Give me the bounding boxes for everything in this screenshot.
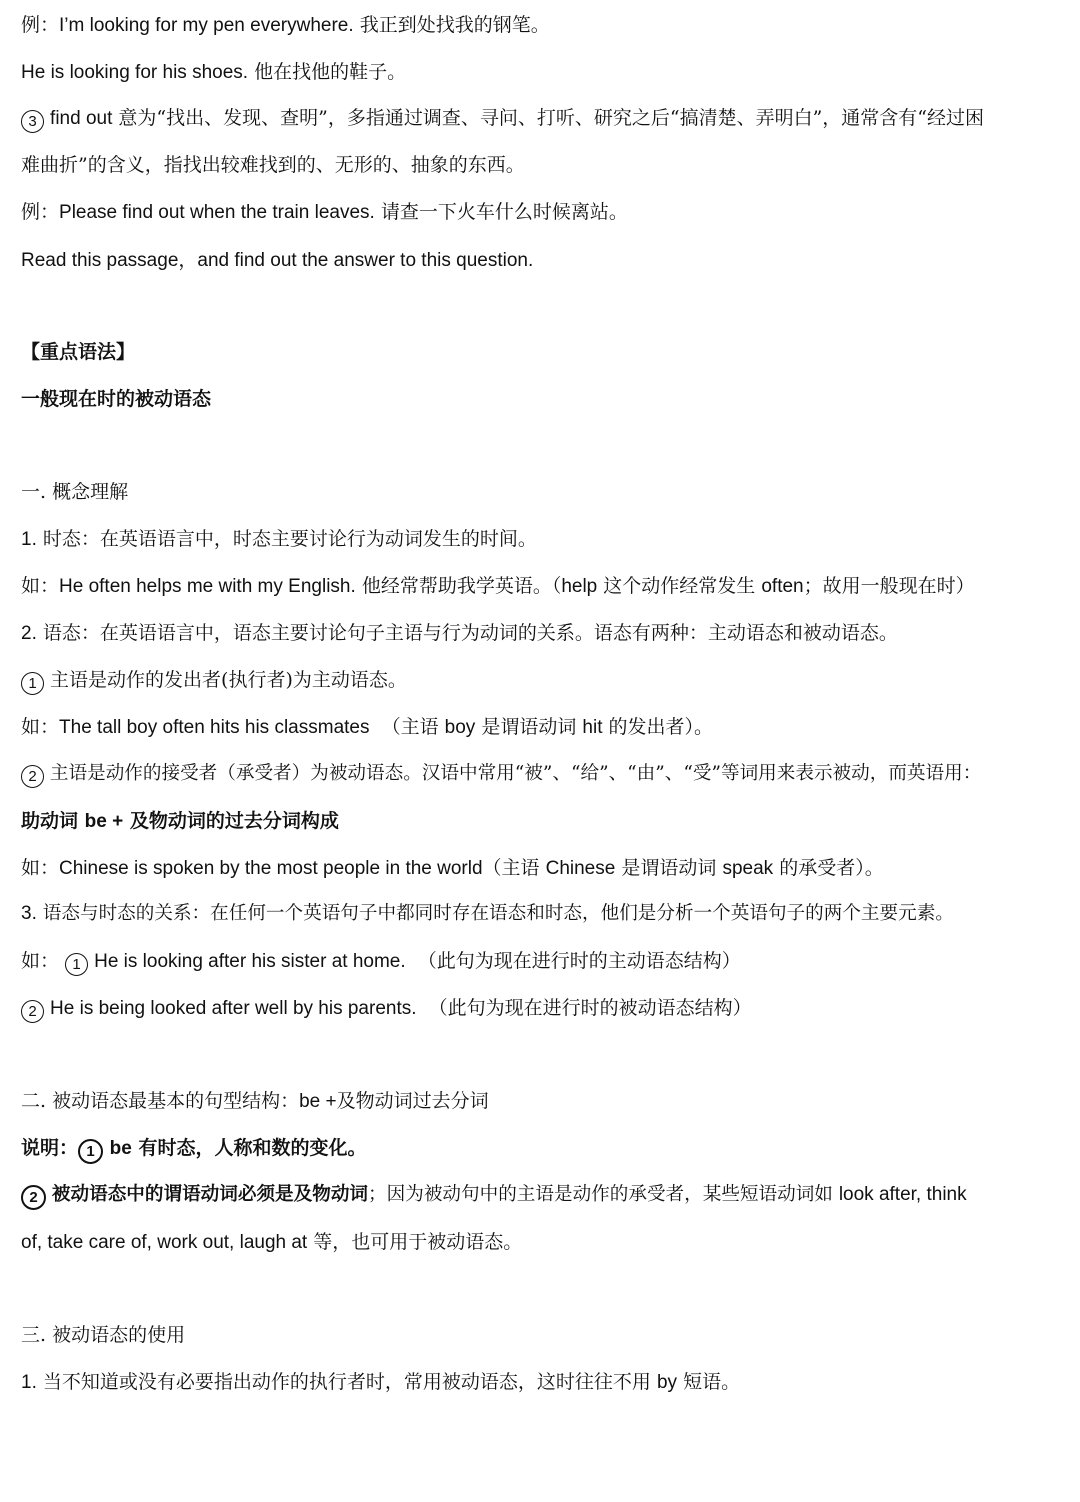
part2-note1 <box>21 1135 1068 1164</box>
part1-item1-example <box>21 573 1068 600</box>
example-line-passage <box>21 247 1068 274</box>
example-prefix: 例： <box>21 14 60 36</box>
example-chinese: 他在找他的鞋子。 <box>254 61 407 83</box>
example-english: Please find out when the train leaves. <box>59 202 375 223</box>
example-prefix: 如： <box>21 716 60 738</box>
item-number: 2. <box>21 623 37 644</box>
note-text: ；因为被动句中的主语是动作的承受者，某些短语动词如 <box>368 1184 833 1205</box>
term-find-out: find out <box>50 108 113 129</box>
topic-title <box>21 386 1068 412</box>
part1-item2a <box>21 667 1068 695</box>
note-term: look after, think <box>838 1184 967 1205</box>
find-out-definition <box>21 105 1068 133</box>
definition-text: 意为“找出、发现、查明”，多指通过调查、寻问、打听、研究之后“搞清楚、弄明白”，通常含有“经过困 <box>118 107 984 129</box>
section-heading <box>21 339 1068 365</box>
part1-item2 <box>21 620 1068 647</box>
part2-note2 <box>21 1182 1068 1210</box>
structure-text: 助动词 <box>21 810 79 832</box>
part3-heading-text: 三. 被动语态的使用 <box>21 1324 186 1346</box>
example-english: He is looking after his sister at home. <box>94 951 406 972</box>
part1-item3-example2 <box>21 995 1068 1023</box>
part1-item3 <box>21 901 1068 927</box>
note-label: 说明： <box>21 1137 79 1159</box>
example-chinese: 是谓语动词 <box>621 857 717 879</box>
example-prefix: 例： <box>21 201 60 223</box>
find-out-definition-cont <box>21 152 1068 178</box>
example-english: He is looking for his shoes. <box>21 62 249 83</box>
item-text: 主语是动作的接受者（承受者）为被动语态。汉语中常用“被”、“给”、“由”、“受”等词用来表示被动，而英语用： <box>49 763 982 784</box>
part3-item1 <box>21 1369 1068 1396</box>
item-text: 语态：在英语语言中，语态主要讨论句子主语与行为动词的关系。语态有两种：主动语态和被动语态。 <box>42 622 898 644</box>
circled-number-1: 1 <box>65 953 88 976</box>
example-english: He is being looked after well by his parents. <box>50 998 417 1019</box>
example-line-pen <box>21 12 1068 39</box>
part1-item2b-structure <box>21 808 1068 835</box>
part1-heading <box>21 479 1068 505</box>
circled-number-1: 1 <box>21 672 44 695</box>
example-prefix: 如： <box>21 857 60 879</box>
section-heading-text: 【重点语法】 <box>21 341 136 363</box>
example-chinese: 的承受者）。 <box>779 857 884 879</box>
item-number: 1. <box>21 1372 37 1393</box>
part1-item3-example1 <box>21 948 1068 976</box>
example-term: Chinese <box>545 858 616 879</box>
circled-number-3: 3 <box>21 110 44 133</box>
note-text: 有时态，人称和数的变化。 <box>138 1137 367 1159</box>
example-chinese: 这个动作经常发生 <box>603 575 756 597</box>
part3-heading <box>21 1322 1068 1348</box>
item-text: 当不知道或没有必要指出动作的执行者时，常用被动语态，这时往往不用 <box>42 1371 651 1393</box>
part2-heading-term: be + <box>299 1091 337 1112</box>
item-number: 3. <box>21 903 37 924</box>
example-prefix: 如： <box>21 950 60 972</box>
example-term: boy <box>444 717 476 738</box>
example-chinese: 他经常帮助我学英语。（ <box>361 575 562 597</box>
circled-number-2: 2 <box>21 765 44 788</box>
example-term: hit <box>582 717 603 738</box>
item-number: 1. <box>21 529 37 550</box>
part1-item1 <box>21 526 1068 553</box>
example-term: speak <box>722 858 774 879</box>
circled-number-2: 2 <box>21 1185 46 1210</box>
item-text: 语态与时态的关系：在任何一个英语句子中都同时存在语态和时态，他们是分析一个英语句子的两个主要元素。 <box>42 903 954 924</box>
part1-item2b <box>21 761 1068 788</box>
example-english: He often helps me with my English. <box>59 576 356 597</box>
structure-term: be + <box>84 811 124 832</box>
definition-text: 难曲折”的含义，指找出较难找到的、无形的、抽象的东西。 <box>21 154 525 176</box>
example-chinese: （此句为现在进行时的主动语态结构） <box>417 950 741 972</box>
example-english: The tall boy often hits his classmates <box>59 717 370 738</box>
example-chinese: ；故用一般现在时） <box>803 575 975 597</box>
example-line-train <box>21 199 1068 226</box>
part2-heading-text: 二. 被动语态最基本的句型结构： <box>21 1090 300 1112</box>
item-text: 短语。 <box>683 1371 741 1393</box>
example-prefix: 如： <box>21 575 60 597</box>
item-term: by <box>656 1372 678 1393</box>
note-term: be <box>109 1138 132 1159</box>
example-line-shoes <box>21 59 1068 86</box>
circled-number-2: 2 <box>21 1000 44 1023</box>
example-chinese: 的发出者）。 <box>608 716 714 738</box>
note-text: 等，也可用于被动语态。 <box>313 1231 523 1253</box>
part1-item2b-example <box>21 855 1068 882</box>
part2-note2-cont <box>21 1229 1068 1256</box>
note-term: of, take care of, work out, laugh at <box>21 1232 308 1253</box>
part1-heading-text: 一. 概念理解 <box>21 481 129 503</box>
example-english: Read this passage，and find out the answer to this question. <box>21 250 534 271</box>
example-term: often <box>761 576 804 597</box>
example-chinese: 我正到处找我的钢笔。 <box>359 14 550 36</box>
example-chinese: （此句为现在进行时的被动语态结构） <box>428 997 752 1019</box>
example-english: I’m looking for my pen everywhere. <box>59 15 354 36</box>
example-english: Chinese is spoken by the most people in the world <box>59 858 483 879</box>
note-bold-text: 被动语态中的谓语动词必须是及物动词 <box>51 1184 369 1205</box>
example-term: help <box>561 576 598 597</box>
item-text: 时态：在英语语言中，时态主要讨论行为动词发生的时间。 <box>42 528 537 550</box>
structure-text: 及物动词的过去分词构成 <box>129 810 339 832</box>
example-chinese: 是谓语动词 <box>481 716 577 738</box>
example-chinese: 请查一下火车什么时候离站。 <box>380 201 628 223</box>
part1-item2a-example <box>21 714 1068 741</box>
part2-heading <box>21 1088 1068 1115</box>
circled-number-1: 1 <box>78 1139 103 1164</box>
example-chinese: （主语 <box>381 716 439 738</box>
item-text: 主语是动作的发出者(执行者)为主动语态。 <box>50 669 407 691</box>
topic-title-text: 一般现在时的被动语态 <box>21 388 212 410</box>
example-chinese: （主语 <box>482 857 540 879</box>
part2-heading-text: 及物动词过去分词 <box>336 1090 489 1112</box>
